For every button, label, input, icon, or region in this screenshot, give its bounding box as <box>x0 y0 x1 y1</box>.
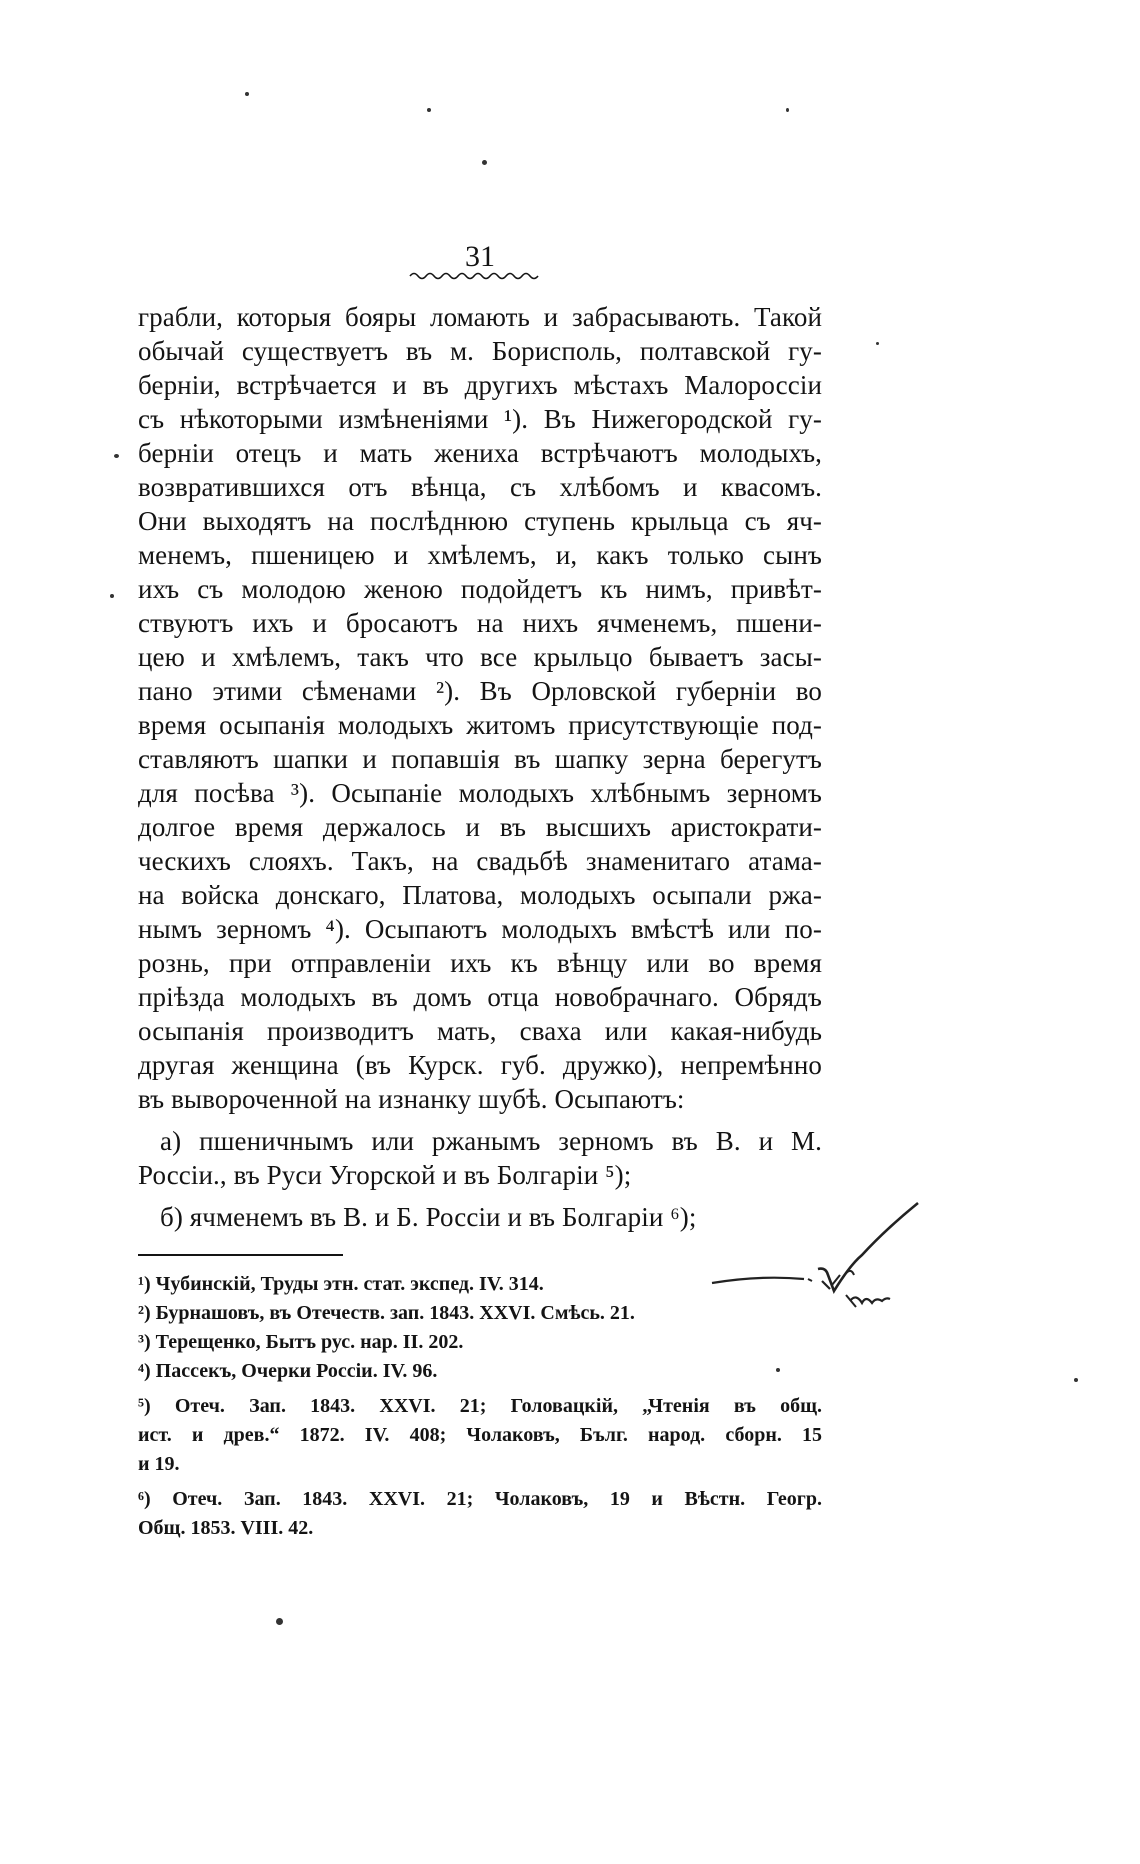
text-line: осыпанія производитъ мать, сваха или какая-нибудь <box>138 1016 822 1046</box>
page-number-ornament <box>408 270 544 282</box>
list-item-line: б) ячменемъ въ В. и Б. Россіи и въ Болгаріи ⁶); <box>160 1202 697 1232</box>
speck <box>427 108 431 112</box>
page-number: 31 <box>465 240 495 273</box>
footnote-line: ²) Бурнашовъ, въ Отечеств. зап. 1843. XXVI. Смѣсь. 21. <box>138 1302 635 1324</box>
footnote-line: ⁶) Отеч. Зап. 1843. XXVI. 21; Чолаковъ, 19 и Вѣстн. Геогр. <box>138 1488 822 1510</box>
footnote-line: Общ. 1853. VIII. 42. <box>138 1517 314 1539</box>
text-line: пано этими сѣменами ²). Въ Орловской губерніи во <box>138 676 822 706</box>
speck <box>1074 1378 1078 1382</box>
speck <box>876 342 879 345</box>
text-line: ихъ съ молодою женою подойдетъ къ нимъ, привѣт- <box>138 574 822 604</box>
footnote-line: и 19. <box>138 1453 180 1475</box>
handwritten-margin-mark <box>700 1195 970 1355</box>
text-line: нымъ зерномъ ⁴). Осыпаютъ молодыхъ вмѣстѣ или по- <box>138 914 822 944</box>
text-line: рознь, при отправленіи ихъ къ вѣнцу или во время <box>138 948 822 978</box>
text-line: пріѣзда молодыхъ въ домъ отца новобрачнаго. Обрядъ <box>138 982 822 1012</box>
text-line: долгое время держалось и въ высшихъ аристократи- <box>138 812 822 842</box>
text-line: ческихъ слояхъ. Такъ, на свадьбѣ знаменитаго атама- <box>138 846 822 876</box>
speck <box>276 1618 283 1625</box>
text-line: ставляютъ шапки и попавшія въ шапку зерна берегутъ <box>138 744 822 774</box>
text-line: цею и хмѣлемъ, такъ что все крыльцо бываетъ засы- <box>138 642 822 672</box>
speck <box>482 160 487 165</box>
text-line: берніи отецъ и мать жениха встрѣчаютъ молодыхъ, <box>138 438 822 468</box>
text-line: ствуютъ ихъ и бросаютъ на нихъ ячменемъ, пшени- <box>138 608 822 638</box>
list-item-line: Россіи., въ Руси Угорской и въ Болгаріи ⁵); <box>138 1160 632 1190</box>
footnote-line: ³) Терещенко, Бытъ рус. нар. II. 202. <box>138 1331 464 1353</box>
list-item-line: а) пшеничнымъ или ржанымъ зерномъ въ В. и М. <box>160 1126 822 1156</box>
text-line: съ нѣкоторыми измѣненіями ¹). Въ Нижегородской гу- <box>138 404 822 434</box>
text-line: возвратившихся отъ вѣнца, съ хлѣбомъ и квасомъ. <box>138 472 822 502</box>
text-line: въ вывороченной на изнанку шубѣ. Осыпаютъ: <box>138 1084 685 1114</box>
text-line: на войска донскаго, Платова, молодыхъ осыпали ржа- <box>138 880 822 910</box>
speck <box>776 1368 780 1372</box>
text-line: берніи, встрѣчается и въ другихъ мѣстахъ Малороссіи <box>138 370 822 400</box>
text-line: менемъ, пшеницею и хмѣлемъ, и, какъ только сынъ <box>138 540 822 570</box>
speck <box>245 92 249 96</box>
main-text <box>138 300 822 1234</box>
footnote-line: ⁴) Пассекъ, Очерки Россіи. IV. 96. <box>138 1360 438 1382</box>
speck <box>110 594 114 598</box>
text-line: для посѣва ³). Осыпаніе молодыхъ хлѣбнымъ зерномъ <box>138 778 822 808</box>
footnote-line: ¹) Чубинскій, Труды этн. стат. экспед. IV. 314. <box>138 1273 544 1295</box>
footnote-line: ⁵) Отеч. Зап. 1843. XXVI. 21; Головацкій, „Чтенія въ общ. <box>138 1395 822 1417</box>
text-line: Они выходятъ на послѣднюю ступень крыльца съ яч- <box>138 506 822 536</box>
footnote-line: ист. и древ.“ 1872. IV. 408; Чолаковъ, Бълг. народ. сборн. 15 <box>138 1424 822 1446</box>
text-line: обычай существуетъ въ м. Борисполь, полтавской гу- <box>138 336 822 366</box>
text-line: другая женщина (въ Курск. губ. дружко), непремѣнно <box>138 1050 822 1080</box>
footnote-divider <box>138 1254 343 1256</box>
speck <box>786 108 789 112</box>
text-line: время осыпанія молодыхъ житомъ присутствующіе под- <box>138 710 822 740</box>
speck <box>114 454 119 458</box>
text-line: грабли, которыя бояры ломають и забрасывають. Такой <box>138 302 822 332</box>
